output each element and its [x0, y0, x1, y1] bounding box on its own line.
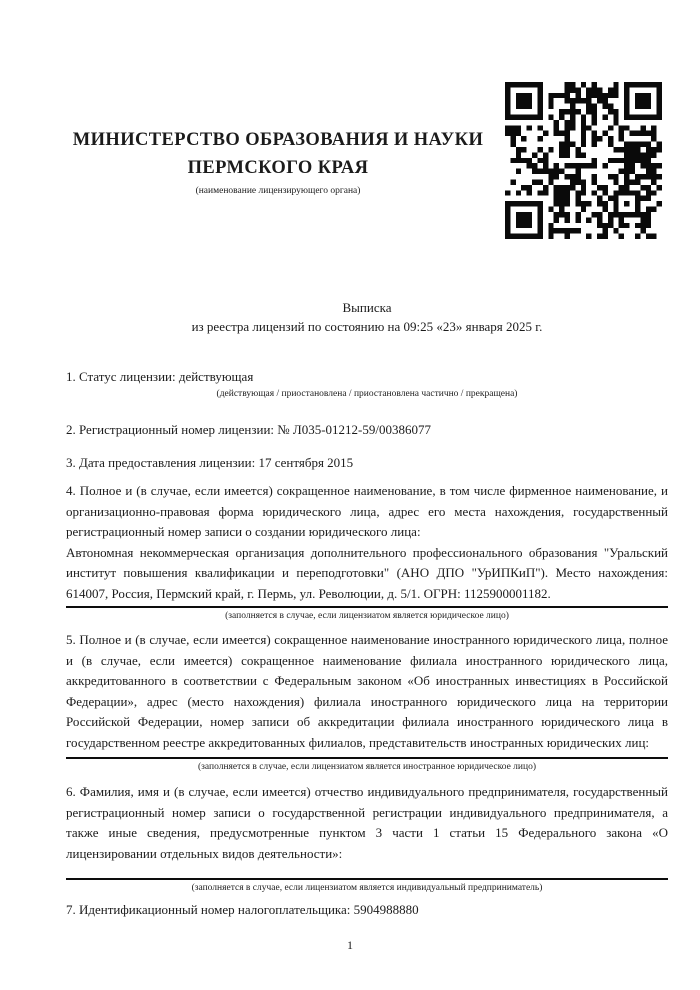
item-5-foreign-entity — [66, 630, 668, 753]
item-4-value: Автономная некоммерческая организация дополнительного профессионального образования "Уральский институт повышения квалификации и переподготовки" (АНО ДПО "УрИПКиП"). Место нахождения: 614007, Россия, Пермский край, г. Пермь, ул. Революции, д. 5/1. ОГРН: 1125900001182. — [66, 544, 668, 601]
ministry-name-line2: ПЕРМСКОГО КРАЯ — [187, 158, 369, 178]
extract-title — [66, 298, 668, 336]
extract-title-line1: Выписка — [342, 300, 392, 315]
item-4-caption: (заполняется в случае, если лицензиатом является юридическое лицо) — [225, 611, 509, 621]
item-6-label: 6. Фамилия, имя и (в случае, если имеется) отчество индивидуального предпринимателя, государственный регистрационный номер записи о государственной регистрации индивидуального предпринимателя, а также иные сведения, предусмотренные пунктом 3 части 1 статьи 15 Федерального закона «О лицензировании отдельных видов деятельности»: — [66, 784, 668, 861]
item-5-label: 5. Полное и (в случае, если имеется) сокращенное наименование иностранного юридического лица, полное и (в случае, если имеется) сокращенное наименование филиала иностранного юридического лица, аккредитованного в соответствии с Федеральным законом «Об иностранных инвестициях в Российской Федерации», адрес (место нахождения) филиала иностранного юридического лица на территории Российской Федерации, номер записи об аккредитации филиала иностранного юридического лица в государственном реестре аккредитованных филиалов, представительств иностранных юридических лиц: — [66, 632, 668, 750]
page-number: 1 — [347, 938, 353, 952]
item-6-individual-entrepreneur — [66, 782, 668, 864]
item-3-grant-date: 3. Дата предоставления лицензии: 17 сентября 2015 — [66, 455, 354, 470]
licensing-authority-header — [66, 126, 490, 198]
item-6-caption: (заполняется в случае, если лицензиатом является индивидуальный предприниматель) — [191, 883, 543, 893]
item-2-registration-number: 2. Регистрационный номер лицензии: № Л035-01212-59/00386077 — [66, 422, 432, 437]
item-4-fill-rule — [66, 606, 668, 622]
item-1-license-status: 1. Статус лицензии: действующая — [66, 369, 254, 384]
item-5-fill-rule — [66, 757, 668, 773]
extract-title-line2: из реестра лицензий по состоянию на 09:25 «23» января 2025 г. — [191, 319, 543, 334]
item-4-legal-entity — [66, 481, 668, 604]
item-4-label: 4. Полное и (в случае, если имеется) сокращенное наименование, в том числе фирменное наименование, и организационно-правовая форма юридического лица, адрес его места нахождения, государственный регистрационный номер записи о создании юридического лица: — [66, 483, 668, 539]
item-7-taxpayer-number: 7. Идентификационный номер налогоплательщика: 5904988880 — [66, 902, 419, 917]
ministry-name-line1: МИНИСТЕРСТВО ОБРАЗОВАНИЯ И НАУКИ — [72, 130, 484, 150]
qr-code-icon — [505, 82, 662, 239]
item-6-fill-rule — [66, 878, 668, 894]
item-5-caption: (заполняется в случае, если лицензиатом является иностранное юридическое лицо) — [198, 762, 536, 772]
item-1-status-options-caption: (действующая / приостановлена / приостановлена частично / прекращена) — [216, 389, 518, 399]
ministry-caption: (наименование лицензирующего органа) — [195, 186, 361, 196]
